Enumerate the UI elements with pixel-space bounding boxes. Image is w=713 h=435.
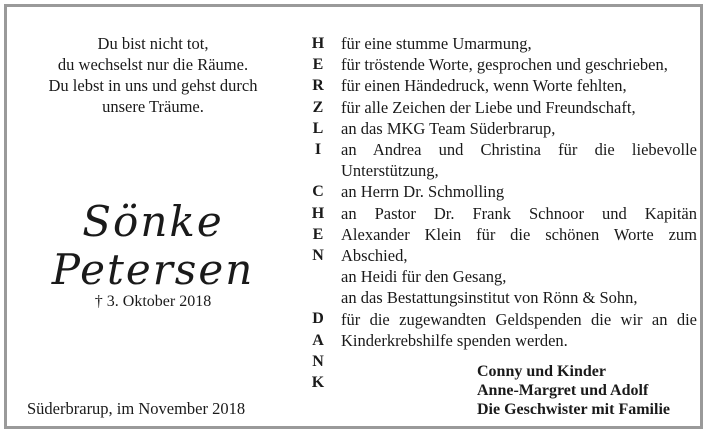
- thanks-line: an Andrea und Christina für die liebevolle: [341, 140, 697, 160]
- thanks-line: an das MKG Team Süderbrarup,: [341, 118, 556, 138]
- thanks-line: an Herrn Dr. Schmolling: [341, 182, 505, 202]
- signatures: [477, 362, 670, 419]
- verse-line: du wechselst nur die Räume.: [57, 55, 249, 74]
- thanks-line: Unterstützung,: [341, 161, 439, 181]
- place-date: Süderbrarup, im November 2018: [27, 399, 246, 418]
- deceased-last-name: Petersen: [51, 245, 255, 294]
- acrostic-letter: D: [312, 310, 324, 328]
- signature-line: Anne-Margret und Adolf: [477, 382, 649, 399]
- verse-line: unsere Träume.: [102, 97, 204, 116]
- verse: [7, 33, 299, 117]
- thanks-line: für eine stumme Umarmung,: [341, 34, 532, 53]
- thanks-line: an Pastor Dr. Frank Schnoor und Kapitän: [341, 203, 697, 223]
- thanks-line: an Heidi für den Gesang,: [341, 267, 507, 287]
- acrostic-letter: [307, 160, 329, 181]
- thanks-line: an das Bestattungsinstitut von Rönn & Sohn,: [341, 288, 638, 308]
- acrostic-letters: [307, 33, 329, 393]
- acrostic-letter: [307, 266, 329, 287]
- signature-line: Die Geschwister mit Familie: [477, 401, 670, 418]
- acrostic-letter: H: [311, 35, 325, 52]
- signature-line: Conny und Kinder: [477, 363, 606, 380]
- acrostic-letter: R: [312, 77, 324, 95]
- acrostic-letter: [307, 287, 329, 308]
- thanks-list: [341, 33, 697, 351]
- acrostic-letter: N: [312, 352, 324, 370]
- acrostic-letter: E: [312, 225, 324, 243]
- verse-line: Du bist nicht tot,: [97, 34, 209, 53]
- thanks-line: für tröstende Worte, gesprochen und geschrieben,: [341, 55, 668, 75]
- acrostic-letter: K: [311, 374, 325, 391]
- acrostic-letter: E: [312, 56, 324, 74]
- thanks-line: für einen Händedruck, wenn Worte fehlten,: [341, 76, 627, 96]
- thanks-line: Kinderkrebshilfe spenden werden.: [341, 330, 568, 350]
- acrostic-letter: Z: [312, 98, 324, 116]
- acrostic-letter: I: [314, 140, 322, 158]
- thanks-line: Abschied,: [341, 246, 408, 266]
- notice-frame: [4, 4, 703, 429]
- death-date: † 3. Oktober 2018: [94, 293, 212, 310]
- deceased-first-name: Sönke: [82, 197, 224, 246]
- acrostic-letter: C: [312, 183, 324, 201]
- verse-line: Du lebst in uns und gehst durch: [48, 76, 258, 95]
- thanks-line: für die zugewandten Geldspenden die wir an die: [341, 309, 697, 329]
- acrostic-letter: H: [311, 204, 325, 222]
- thanks-line: für alle Zeichen der Liebe und Freundschaft,: [341, 97, 636, 117]
- acrostic-letter: L: [312, 119, 324, 137]
- acrostic-letter: A: [312, 331, 324, 349]
- acrostic-letter: N: [312, 246, 324, 264]
- thanks-line: Alexander Klein für die schönen Worte zum: [341, 224, 697, 244]
